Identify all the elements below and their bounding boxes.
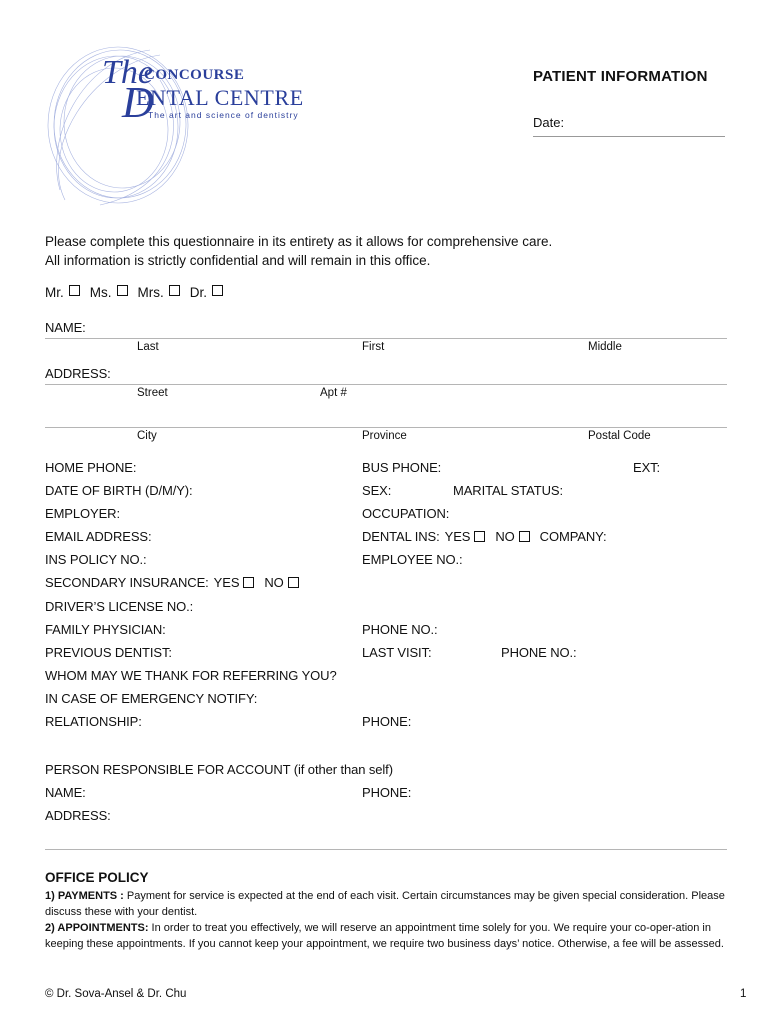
logo-tagline: The art and science of dentistry bbox=[148, 110, 299, 120]
dentist-phone-label: PHONE NO.: bbox=[501, 645, 577, 660]
employee-no-label: EMPLOYEE NO.: bbox=[362, 552, 463, 567]
salutation-mrs-checkbox[interactable] bbox=[169, 285, 180, 296]
secondary-no-label: NO bbox=[264, 575, 284, 590]
salutation-dr-checkbox[interactable] bbox=[212, 285, 223, 296]
responsible-name-label: NAME: bbox=[45, 785, 86, 800]
responsible-address-field[interactable] bbox=[45, 849, 727, 850]
intro-line-2: All information is strictly confidential and will remain in this office. bbox=[45, 253, 431, 268]
secondary-yes-checkbox[interactable] bbox=[243, 577, 254, 588]
relationship-label: RELATIONSHIP: bbox=[45, 714, 142, 729]
dental-ins-no-checkbox[interactable] bbox=[519, 531, 530, 542]
page-number: 1 bbox=[740, 988, 747, 1000]
address-city-field[interactable] bbox=[45, 427, 727, 428]
ins-policy-label: INS POLICY NO.: bbox=[45, 552, 147, 567]
sex-label: SEX: bbox=[362, 483, 392, 498]
emergency-label: IN CASE OF EMERGENCY NOTIFY: bbox=[45, 691, 258, 706]
address-apt-caption: Apt # bbox=[320, 387, 347, 399]
physician-phone-label: PHONE NO.: bbox=[362, 622, 438, 637]
marital-status-label: MARITAL STATUS: bbox=[453, 483, 563, 498]
occupation-label: OCCUPATION: bbox=[362, 506, 450, 521]
salutation-dr-label: Dr. bbox=[189, 285, 208, 300]
ext-label: EXT: bbox=[633, 460, 661, 475]
bus-phone-label: BUS PHONE: bbox=[362, 460, 442, 475]
responsible-heading: PERSON RESPONSIBLE FOR ACCOUNT (if other than self) bbox=[45, 762, 393, 777]
drivers-license-label: DRIVER’S LICENSE NO.: bbox=[45, 599, 194, 614]
policy-appointments bbox=[45, 920, 733, 952]
responsible-address-label: ADDRESS: bbox=[45, 808, 111, 823]
home-phone-label: HOME PHONE: bbox=[45, 460, 137, 475]
office-policy-heading: OFFICE POLICY bbox=[45, 870, 149, 885]
previous-dentist-label: PREVIOUS DENTIST: bbox=[45, 645, 172, 660]
address-city-caption: City bbox=[137, 430, 157, 442]
salutation-ms-checkbox[interactable] bbox=[117, 285, 128, 296]
secondary-no-checkbox[interactable] bbox=[288, 577, 299, 588]
date-field[interactable] bbox=[533, 136, 725, 137]
page-title: PATIENT INFORMATION bbox=[533, 68, 708, 85]
intro-text bbox=[45, 232, 552, 270]
salutation-options bbox=[45, 285, 233, 300]
office-policy-text bbox=[45, 888, 733, 952]
address-street-caption: Street bbox=[137, 387, 168, 399]
last-visit-label: LAST VISIT: bbox=[362, 645, 432, 660]
footer-copyright: © Dr. Sova-Ansel & Dr. Chu bbox=[45, 988, 187, 1000]
clinic-logo bbox=[40, 40, 330, 215]
logo-dental-centre: ENTAL CENTRE bbox=[136, 85, 304, 110]
name-middle-caption: Middle bbox=[588, 341, 622, 353]
intro-line-1: Please complete this questionnaire in its entirety as it allows for comprehensive care. bbox=[45, 234, 553, 249]
employer-label: EMPLOYER: bbox=[45, 506, 120, 521]
address-postal-caption: Postal Code bbox=[588, 430, 651, 442]
salutation-ms-label: Ms. bbox=[89, 285, 112, 300]
responsible-phone-label: PHONE: bbox=[362, 785, 412, 800]
emergency-phone-label: PHONE: bbox=[362, 714, 412, 729]
company-label: COMPANY: bbox=[539, 529, 607, 544]
dental-ins-yes-checkbox[interactable] bbox=[474, 531, 485, 542]
address-province-caption: Province bbox=[362, 430, 407, 442]
dob-label: DATE OF BIRTH (D/M/Y): bbox=[45, 483, 193, 498]
dental-ins-yes-label: YES bbox=[444, 529, 471, 544]
date-label: Date: bbox=[533, 115, 565, 130]
secondary-yes-label: YES bbox=[213, 575, 240, 590]
logo-concourse: CONCOURSE bbox=[144, 67, 245, 83]
name-field[interactable] bbox=[45, 338, 727, 339]
policy-appointments-label: 2) APPOINTMENTS: bbox=[45, 922, 149, 934]
address-street-field[interactable] bbox=[45, 384, 727, 385]
salutation-mr-checkbox[interactable] bbox=[69, 285, 80, 296]
policy-appointments-text: In order to treat you effectively, we will reserve an appointment time solely for you. We require your co-oper-ation in keeping these appointments. If you cannot keep your appointment, we require two business days’ notice. Otherwise, a fee will be assessed. bbox=[45, 922, 724, 950]
name-first-caption: First bbox=[362, 341, 385, 353]
dental-ins-row bbox=[362, 529, 607, 544]
salutation-mrs-label: Mrs. bbox=[137, 285, 164, 300]
policy-payments-text: Payment for service is expected at the end of each visit. Certain circumstances may be given special consideration. Please discuss these with your dentist. bbox=[45, 890, 725, 918]
dental-ins-label: DENTAL INS: bbox=[362, 529, 440, 544]
name-last-caption: Last bbox=[137, 341, 159, 353]
secondary-insurance-row bbox=[45, 575, 309, 590]
name-label: NAME: bbox=[45, 320, 86, 335]
dental-ins-no-label: NO bbox=[495, 529, 515, 544]
secondary-insurance-label: SECONDARY INSURANCE: bbox=[45, 575, 209, 590]
policy-payments bbox=[45, 888, 733, 920]
family-physician-label: FAMILY PHYSICIAN: bbox=[45, 622, 166, 637]
logo-d: D bbox=[122, 78, 154, 127]
salutation-mr-label: Mr. bbox=[45, 285, 64, 300]
address-label: ADDRESS: bbox=[45, 366, 111, 381]
referral-label: WHOM MAY WE THANK FOR REFERRING YOU? bbox=[45, 668, 337, 683]
logo-the: The bbox=[102, 54, 153, 91]
email-label: EMAIL ADDRESS: bbox=[45, 529, 152, 544]
policy-payments-label: 1) PAYMENTS : bbox=[45, 890, 124, 902]
